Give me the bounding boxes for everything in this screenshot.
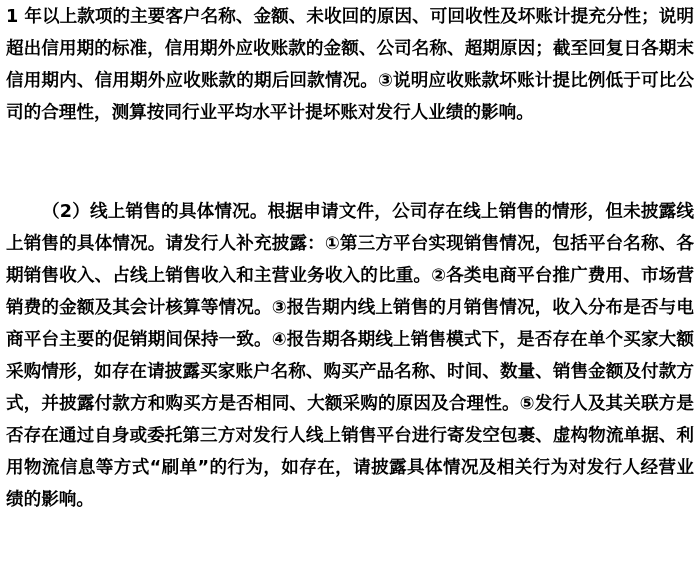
paragraph-receivables: 1 年以上款项的主要客户名称、金额、未收回的原因、可回收性及坏账计提充分性；说明超出信用期的标准，信用期外应收账款的金额、公司名称、超期原因；截至回复日各期末信用期内、信用期外应收账款的期后回款情况。③说明应收账款坏账计提比例低于可比公司的合理性，测算按同行业平均水平计提坏账对发行人业绩的影响。 (6, 7, 694, 123)
paragraph-online-sales: （2）线上销售的具体情况。根据申请文件，公司存在线上销售的情形，但未披露线上销售的具体情况。请发行人补充披露：①第三方平台实现销售情况，包括平台名称、各期销售收入、占线上销售收入和主营业务收入的比重。②各类电商平台推广费用、市场营销费的金额及其会计核算等情况。③报告期内线上销售的月销售情况，收入分布是否与电商平台主要的促销期间保持一致。④报告期各期线上销售模式下，是否存在单个买家大额采购情形，如存在请披露买家账户名称、购买产品名称、时间、数量、销售金额及付款方式，并披露付款方和购买方是否相同、大额采购的原因及合理性。⑤发行人及其关联方是否存在通过自身或委托第三方对发行人线上销售平台进行寄发空包裹、虚构物流单据、利用物流信息等方式“刷单”的行为，如存在，请披露具体情况及相关行为对发行人经营业绩的影响。 (6, 202, 694, 510)
